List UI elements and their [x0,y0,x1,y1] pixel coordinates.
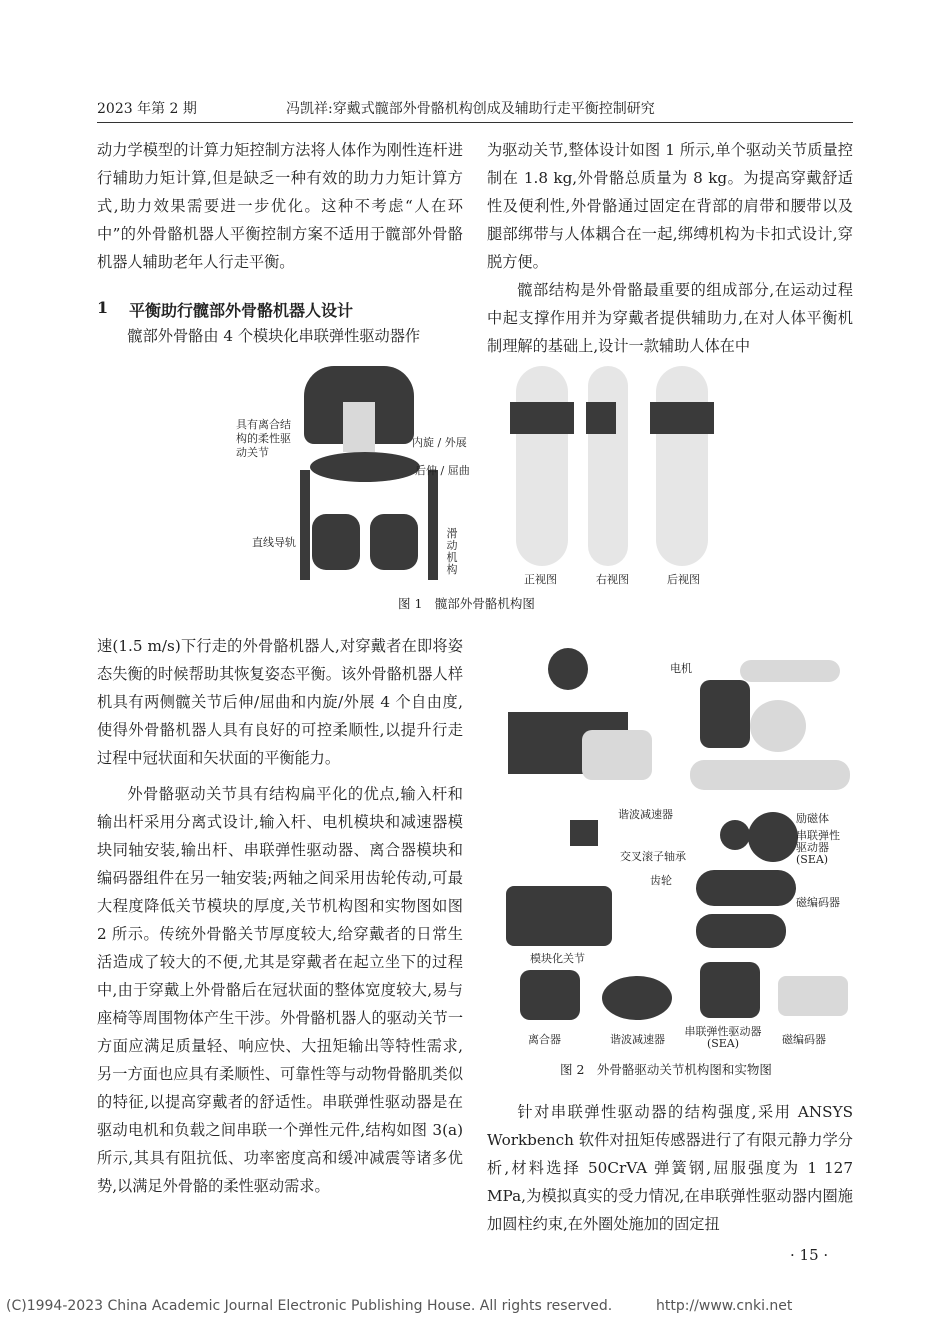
paragraph: 动力学模型的计算力矩控制方法将人体作为刚性连杆进行辅助力矩计算,但是缺乏一种有效的助力力矩计算方式,助力效果需要进一步优化。这种不考虑“人在环中”的外骨骼机器人平衡控制方案不适用于髋部外骨骼机器人辅助老年人行走平衡。 [97,141,463,271]
ring-image [750,700,806,752]
harmonic-image [720,820,750,850]
paragraph: 为驱动关节,整体设计如图 1 所示,单个驱动关节质量控制在 1.8 kg,外骨骼总质量为 8 kg。为提高穿戴舒适性及便利性,外骨骼通过固定在背部的肩带和腰带以及腿部绑带与人体耦合在一起,绑缚机构为卡扣式设计,穿脱方便。 [487,141,853,271]
label-motor: 电机 [670,662,692,675]
front-vest-image [510,402,574,434]
label-guide: 直线导轨 [252,536,296,549]
label-right-view: 右视图 [596,573,629,586]
sea-photo [700,962,760,1018]
back-cross-image [343,402,375,452]
left-column-bottom [97,632,463,1200]
section-number: 1 [97,298,109,317]
label-harmonic: 谐波减速器 [618,808,673,821]
figure-1 [230,362,730,587]
label-back-view: 后视图 [667,573,700,586]
label-clutch-joint: 具有离合结构的柔性驱动关节 [236,418,291,459]
left-column-intro [97,322,463,350]
label-harmonic2: 谐波减速器 [610,1033,665,1046]
figure-1-caption: 图 1 髋部外骨骼机构图 [398,596,535,611]
paragraph: 髋部外骨骼由 4 个模块化串联弹性驱动器作 [127,327,421,345]
paragraph: 外骨骼驱动关节具有结构扁平化的优点,输入杆和输出杆采用分离式设计,输入杆、电机模块和减速器模块同轴安装,输出杆、串联弹性驱动器、离合器模块和编码器组件在另一轴安装;两轴之间采用齿轮传动,可最大程度降低关节模块的厚度,关节机构图和实物图如图 2 所示。传统外骨骼关节厚度较大,给穿戴者的日常生活造成了较大的不便,尤其是穿戴者在起立坐下的过程中,由于穿戴上外骨骼后在冠状面的整体宽度较大,易与座椅等周围物体产生干涉。外骨骼机器人的驱动关节一方面应满足质量轻、响应快、大扭矩输出等特性需求,另一方面也应具有柔顺性、可靠性等与动物骨骼肌类似的特征,以提高穿戴者的舒适性。串联弹性驱动器是在驱动电机和负载之间串联一个弹性元件,结构如图 3(a) 所示,其具有阻抗低、功率密度高和缓冲减震等诸多优势,以满足外骨骼的柔性驱动需求。 [97,785,463,1195]
paragraph: 髋部结构是外骨骼最重要的组成部分,在运动过程中起支撑作用并为穿戴者提供辅助力,在对人体平衡机制理解的基础上,设计一款辅助人体在中 [487,281,853,355]
clutch-photo [520,970,580,1020]
right-column-top [487,136,853,360]
front-view-image [516,366,568,566]
motor-small-image [548,648,588,690]
back-vest-image [650,402,714,434]
waist-belt-image [310,452,420,482]
label-mag-encoder: 磁编码器 [796,896,840,909]
right-rail-image [428,470,438,580]
label-slide: 滑动机构 [446,527,458,576]
encoder-photo [778,976,848,1016]
label-magnet: 励磁体 [796,812,829,825]
harmonic-photo [602,976,672,1020]
label-bearing: 交叉滚子轴承 [620,850,686,863]
label-clutch: 离合器 [528,1033,561,1046]
figure-2 [490,640,858,1050]
figure-2-caption: 图 2 外骨骼驱动关节机构图和实物图 [560,1062,772,1077]
copyright-notice: (C)1994-2023 China Academic Journal Electronic Publishing House. All rights reserved. [6,1298,613,1314]
header-issue: 2023 年第 2 期 [97,101,197,117]
label-module: 模块化关节 [530,952,585,965]
header-rule [97,122,853,123]
paragraph: 针对串联弹性驱动器的结构强度,采用 ANSYS Workbench 软件对扭矩传感器进行了有限元静力学分析,材料选择 50CrVA 弹簧钢,屈服强度为 1 127 MPa,为模拟真实的受力情况,在串联弹性驱动器内圈施加圆柱约束,在外圈处施加的固定扭 [487,1103,853,1233]
top-plate-image [740,660,840,682]
encoder-housing-image [696,914,786,948]
gear-image [696,870,796,906]
label-mag-encoder2: 磁编码器 [782,1033,826,1046]
label-sea: 串联弹性驱动器 (SEA) [796,829,840,866]
label-rotation: 内旋 / 外展 [412,436,467,449]
cnki-url: http://www.cnki.net [656,1298,793,1314]
label-sea2: 串联弹性驱动器 (SEA) [684,1025,762,1050]
motor-image [700,680,750,748]
left-thigh-cuff-image [312,514,360,570]
right-thigh-cuff-image [370,514,418,570]
label-gear: 齿轮 [650,874,672,887]
magnet-ring-image [748,812,798,862]
label-front-view: 正视图 [524,573,557,586]
right-column-bottom [487,1098,853,1238]
label-flexion: 后伸 / 屈曲 [415,464,470,477]
encoder-chip-image [570,820,598,846]
left-rail-image [300,470,310,580]
plate-image [690,760,850,790]
header-title: 冯凯祥:穿戴式髋部外骨骼机构创成及辅助行走平衡控制研究 [286,101,655,117]
page-number: · 15 · [790,1246,829,1264]
joint-body-image [582,730,652,780]
paragraph: 速(1.5 m/s)下行走的外骨骼机器人,对穿戴者在即将姿态失衡的时候帮助其恢复姿态平衡。该外骨骼机器人样机具有两侧髋关节后伸/屈曲和内旋/外展 4 个自由度,使得外骨骼机器人具有良好的可控柔顺性,以提升行走过程中冠状面和矢状面的平衡能力。 [97,637,463,767]
right-vest-image [586,402,616,434]
module-photo [506,886,612,946]
back-view-image [656,366,708,566]
right-view-image [588,366,628,566]
left-column-top [97,136,463,276]
section-title: 平衡助行髋部外骨骼机器人设计 [129,301,354,320]
